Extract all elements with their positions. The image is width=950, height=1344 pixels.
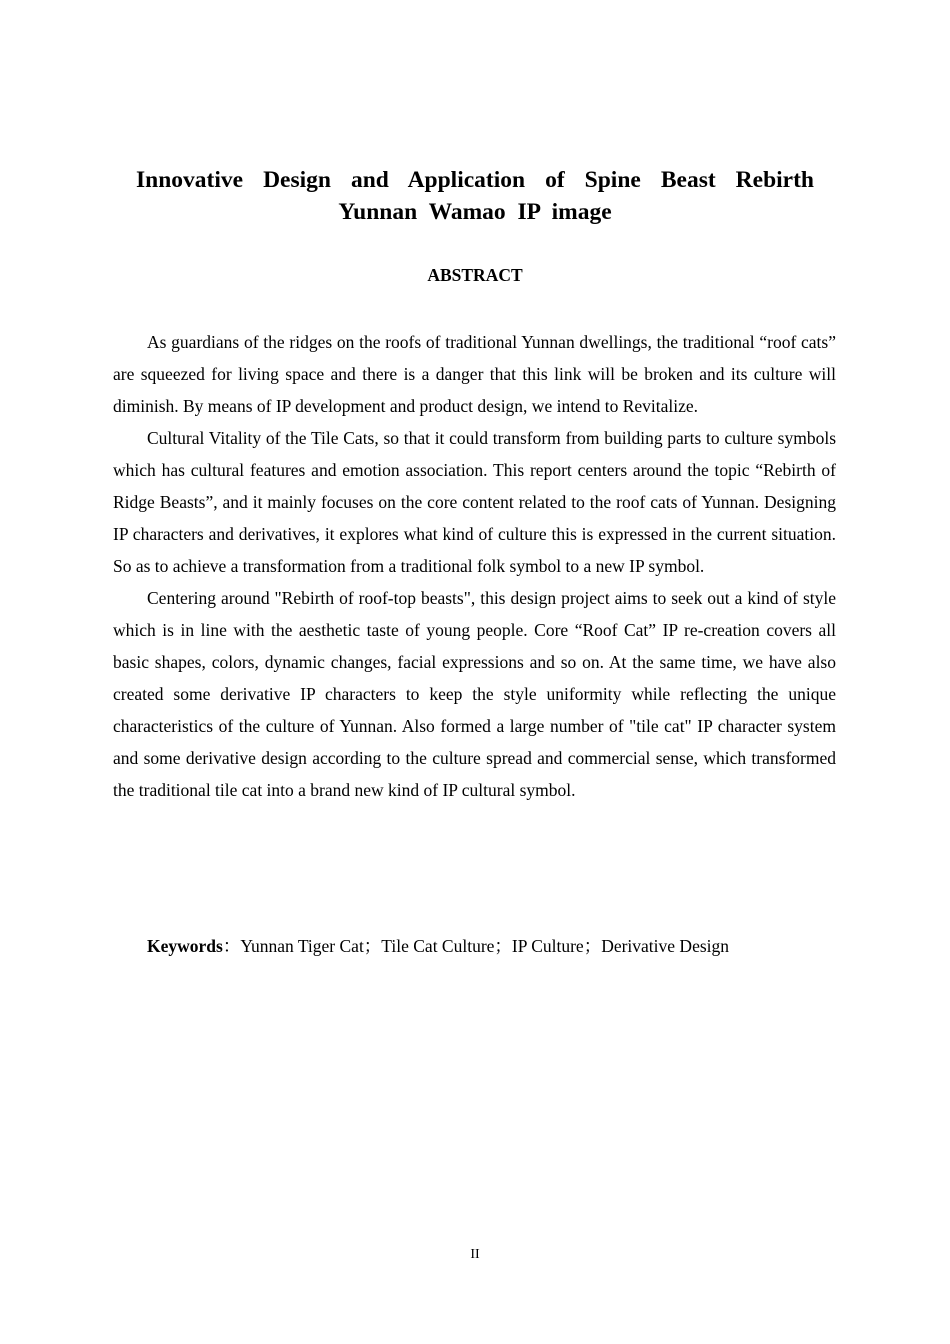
abstract-heading: ABSTRACT [427,265,523,285]
title-line-2: Yunnan Wamao IP image [338,199,612,225]
keywords-text: Yunnan Tiger Cat；Tile Cat Culture；IP Culture；Derivative Design [240,936,730,956]
abstract-paragraph-1: As guardians of the ridges on the roofs of traditional Yunnan dwellings, the traditional “roof cats” are squeezed for living space and there is a danger that this link will be broken and its culture will diminish. By means of IP development and product design, we intend to Revitalize. [113,332,836,416]
title-line-1: Innovative Design and Application of Spine Beast Rebirth [136,167,814,193]
document-title [136,164,814,228]
keywords-label: Keywords [147,936,223,956]
keywords-line [147,930,847,962]
abstract-paragraph-2: Cultural Vitality of the Tile Cats, so that it could transform from building parts to culture symbols which has cultural features and emotion association. This report centers around the topic “Rebirth of Ridge Beasts”, and it mainly focuses on the core content related to the roof cats of Yunnan. Designing IP characters and derivatives, it explores what kind of culture this is expressed in the current situation. So as to achieve a transformation from a traditional folk symbol to a new IP symbol. [113,428,836,576]
abstract-paragraph-3: Centering around "Rebirth of roof-top beasts", this design project aims to seek out a kind of style which is in line with the aesthetic taste of young people. Core “Roof Cat” IP re-creation covers all basic shapes, colors, dynamic changes, facial expressions and so on. At the same time, we have also created some derivative IP characters to keep the style uniformity while reflecting the unique characteristics of the culture of Yunnan. Also formed a large number of "tile cat" IP character system and some derivative design according to the culture spread and commercial sense, which transformed the traditional tile cat into a brand new kind of IP cultural symbol. [113,588,836,800]
abstract-body [113,326,836,806]
page-number: II [470,1247,480,1262]
keywords-separator: ： [222,936,241,956]
